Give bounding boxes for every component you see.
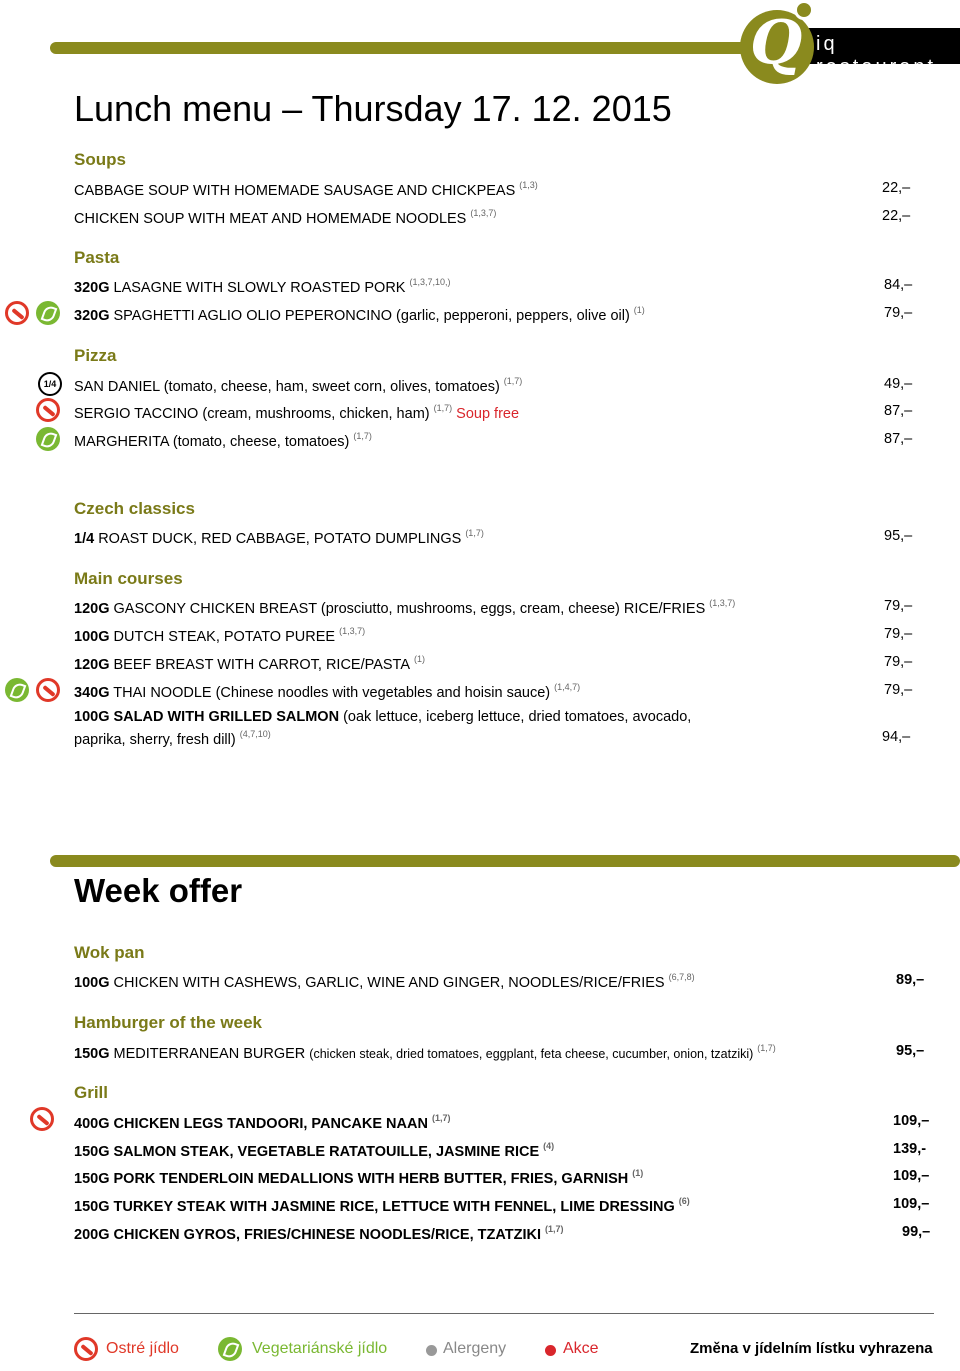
legend-vegetarian-icon	[218, 1337, 242, 1361]
legend-hot-label: Ostré jídlo	[106, 1340, 179, 1357]
item-name: CHICKEN WITH CASHEWS, GARLIC, WINE AND GINGER, NOODLES/RICE/FRIES	[113, 975, 665, 991]
menu-item	[74, 1224, 564, 1243]
section-heading-main: Main courses	[74, 569, 183, 588]
item-name: 150G PORK TENDERLOIN MEDALLIONS WITH HERB BUTTER, FRIES, GARNISH	[74, 1171, 629, 1187]
item-weight: 120G	[74, 601, 110, 617]
logo-text: iq restaurant	[816, 33, 937, 78]
item-price: 94,–	[882, 729, 911, 745]
allergen-codes: (1,4,7)	[554, 682, 581, 692]
item-name: SERGIO TACCINO (cream, mushrooms, chicken, ham)	[74, 406, 430, 422]
item-price: 89,–	[896, 972, 925, 988]
vegetarian-icon	[36, 301, 60, 325]
allergen-codes: (4,7,10)	[239, 729, 271, 739]
allergen-codes: (1,3,7)	[339, 626, 366, 636]
allergen-codes: (1,7)	[353, 431, 372, 441]
allergen-codes: (4)	[543, 1141, 555, 1151]
top-divider-bar	[50, 42, 750, 54]
menu-item	[74, 682, 580, 701]
menu-item	[74, 1196, 690, 1215]
item-desc: (chicken steak, dried tomatoes, eggplant, feta cheese, cucumber, onion, tzatziki)	[309, 1047, 754, 1061]
allergen-codes: (1,7)	[465, 528, 484, 538]
allergen-codes: (1)	[632, 1168, 644, 1178]
allergen-codes: (1)	[633, 305, 645, 315]
allergen-codes: (1,3,7)	[470, 208, 497, 218]
legend-promo-dot	[545, 1345, 556, 1356]
menu-item	[74, 598, 735, 617]
allergen-codes: (6,7,8)	[668, 972, 695, 982]
item-price: 79,–	[884, 654, 913, 670]
section-heading-pizza: Pizza	[74, 346, 117, 365]
allergen-codes: (1)	[414, 654, 426, 664]
menu-item	[74, 654, 425, 673]
item-name: 150G TURKEY STEAK WITH JASMINE RICE, LETTUCE WITH FENNEL, LIME DRESSING	[74, 1199, 675, 1215]
item-name: BEEF BREAST WITH CARROT, RICE/PASTA	[113, 657, 411, 673]
item-name: 400G CHICKEN LEGS TANDOORI, PANCAKE NAAN	[74, 1116, 428, 1132]
menu-item	[74, 1113, 450, 1132]
menu-item	[74, 277, 451, 296]
item-price: 79,–	[884, 598, 913, 614]
item-name: SPAGHETTI AGLIO OLIO PEPERONCINO (garlic, pepperoni, peppers, olive oil)	[113, 308, 630, 324]
item-name: DUTCH STEAK, POTATO PUREE	[113, 629, 336, 645]
item-weight: 1/4	[74, 531, 95, 547]
menu-item	[74, 376, 522, 395]
item-price: 87,–	[884, 431, 913, 447]
item-name: GASCONY CHICKEN BREAST (prosciutto, mushrooms, eggs, cream, cheese) RICE/FRIES	[113, 601, 706, 617]
item-name: 200G CHICKEN GYROS, FRIES/CHINESE NOODLES/RICE, TZATZIKI	[74, 1227, 542, 1243]
item-price: 139,-	[893, 1141, 927, 1157]
allergen-codes: (1,7)	[545, 1224, 564, 1234]
legend-allergen-label: Alergeny	[443, 1340, 507, 1357]
item-price: 99,–	[902, 1224, 931, 1240]
item-price: 22,–	[882, 208, 911, 224]
page-title: Lunch menu – Thursday 17. 12. 2015	[74, 88, 672, 129]
item-name: LASAGNE WITH SLOWLY ROASTED PORK	[113, 280, 406, 296]
item-price: 95,–	[884, 528, 913, 544]
menu-item	[74, 528, 484, 547]
item-price: 79,–	[884, 682, 913, 698]
item-weight: 100G	[74, 975, 110, 991]
item-name-bold: SALAD WITH GRILLED SALMON	[113, 709, 340, 725]
allergen-codes: (6)	[678, 1196, 690, 1206]
menu-item	[74, 1141, 554, 1160]
week-offer-title: Week offer	[74, 872, 243, 909]
menu-item-continued	[74, 729, 271, 748]
hot-food-icon	[36, 678, 60, 702]
item-desc-line1: (oak lettuce, iceberg lettuce, dried tomatoes, avocado,	[343, 709, 692, 725]
item-weight: 100G	[74, 629, 110, 645]
item-price: 87,–	[884, 403, 913, 419]
hot-food-icon	[5, 301, 29, 325]
menu-item	[74, 709, 691, 725]
item-name: MEDITERRANEAN BURGER	[113, 1046, 306, 1062]
legend-allergen-dot	[426, 1345, 437, 1356]
legend-promo-label: Akce	[563, 1340, 599, 1357]
item-weight: 320G	[74, 280, 110, 296]
menu-item	[74, 1043, 776, 1062]
menu-item	[74, 305, 645, 324]
item-price: 109,–	[893, 1168, 930, 1184]
legend-vegetarian-label: Vegetariánské jídlo	[252, 1340, 388, 1357]
item-weight: 320G	[74, 308, 110, 324]
item-weight: 340G	[74, 685, 110, 701]
hot-food-icon	[36, 398, 60, 422]
item-price: 109,–	[893, 1113, 930, 1129]
item-price: 79,–	[884, 626, 913, 642]
item-weight: 100G	[74, 709, 110, 725]
item-name: SAN DANIEL (tomato, cheese, ham, sweet corn, olives, tomatoes)	[74, 379, 500, 395]
allergen-codes: (1,3,7)	[709, 598, 736, 608]
allergen-codes: (1,7)	[431, 1113, 451, 1123]
legend-hot-icon	[74, 1337, 98, 1361]
restaurant-logo	[738, 0, 960, 92]
section-heading-burger: Hamburger of the week	[74, 1013, 262, 1032]
item-price: 109,–	[893, 1196, 930, 1212]
allergen-codes: (1,7)	[757, 1043, 776, 1053]
section-heading-pasta: Pasta	[74, 248, 120, 267]
hot-food-icon	[30, 1107, 54, 1131]
week-divider-bar	[50, 855, 960, 867]
vegetarian-icon	[5, 678, 29, 702]
footer-divider	[74, 1313, 934, 1314]
allergen-codes: (1,7)	[433, 403, 453, 413]
section-heading-grill: Grill	[74, 1083, 109, 1102]
item-price: 79,–	[884, 305, 913, 321]
allergen-codes: (1,7)	[503, 376, 523, 386]
item-weight: 120G	[74, 657, 110, 673]
menu-item	[74, 431, 372, 450]
vegetarian-icon	[36, 427, 60, 451]
item-weight: 150G	[74, 1046, 110, 1062]
item-price: 49,–	[884, 376, 913, 392]
allergen-codes: (1,3,7,10,)	[409, 277, 451, 287]
menu-item	[74, 1168, 643, 1187]
item-name: CHICKEN SOUP WITH MEAT AND HOMEMADE NOODLES	[74, 211, 467, 227]
item-desc-line2: paprika, sherry, fresh dill)	[74, 732, 236, 748]
menu-item	[74, 626, 365, 645]
item-price: 95,–	[896, 1043, 925, 1059]
promo-note: Soup free	[456, 406, 520, 422]
menu-item	[74, 972, 695, 991]
section-heading-soups: Soups	[74, 150, 126, 169]
section-heading-wok: Wok pan	[74, 943, 145, 962]
logo-q-letter: Q	[750, 8, 803, 78]
quarter-portion-icon: 1/4	[38, 372, 62, 396]
section-heading-czech: Czech classics	[74, 499, 195, 518]
item-name: CABBAGE SOUP WITH HOMEMADE SAUSAGE AND CHICKPEAS	[74, 183, 516, 199]
allergen-codes: (1,3)	[519, 180, 538, 190]
menu-item	[74, 403, 519, 422]
item-name: THAI NOODLE (Chinese noodles with vegetables and hoisin sauce)	[113, 685, 551, 701]
item-price: 22,–	[882, 180, 911, 196]
menu-item	[74, 208, 496, 227]
footer-note: Změna v jídelním lístku vyhrazena	[690, 1340, 933, 1357]
item-price: 84,–	[884, 277, 913, 293]
menu-item	[74, 180, 538, 199]
item-name: MARGHERITA (tomato, cheese, tomatoes)	[74, 434, 350, 450]
item-name: 150G SALMON STEAK, VEGETABLE RATATOUILLE, JASMINE RICE	[74, 1144, 540, 1160]
item-name: ROAST DUCK, RED CABBAGE, POTATO DUMPLINGS	[98, 531, 462, 547]
